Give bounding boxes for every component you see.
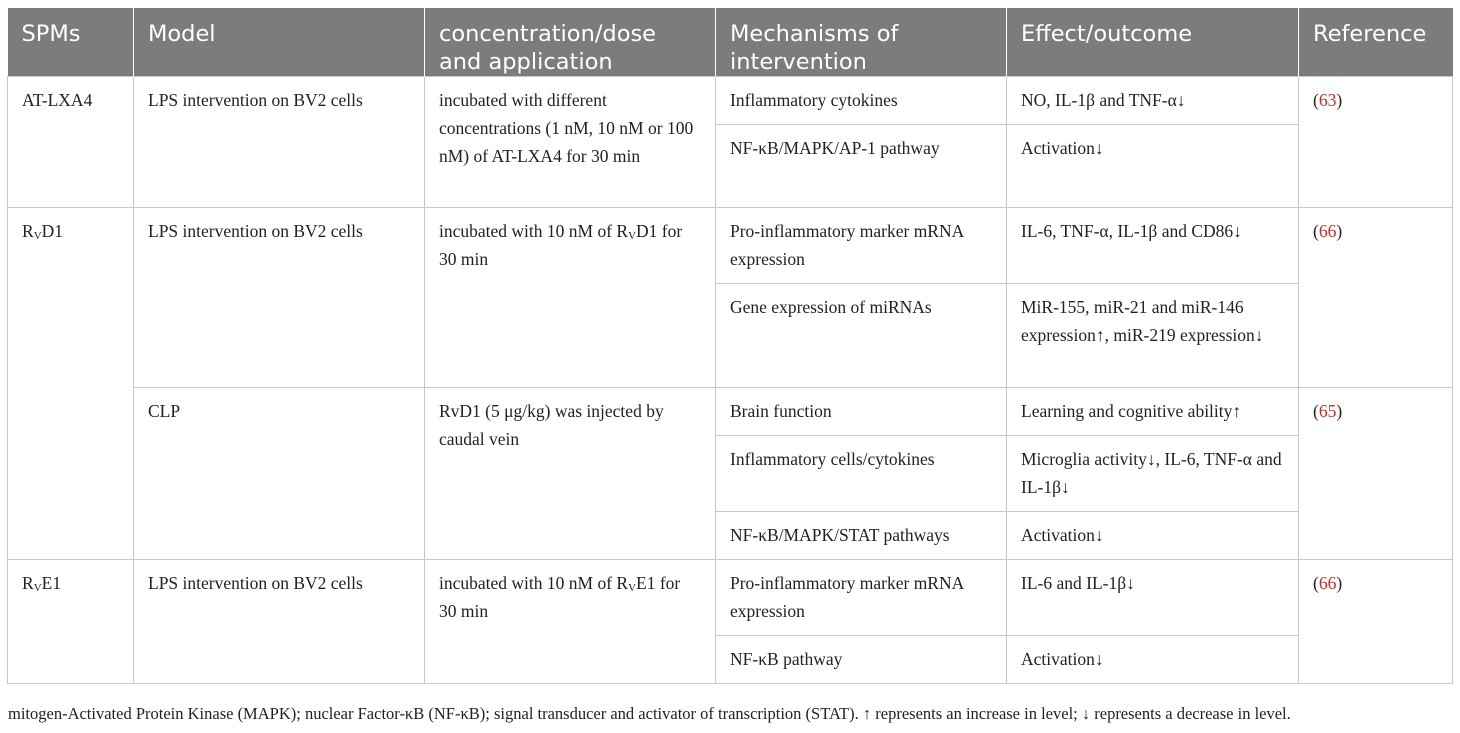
reference-cell: (66) xyxy=(1299,560,1453,684)
table-row xyxy=(8,560,1453,636)
mechanism-cell: Brain function xyxy=(716,388,1007,436)
table-row xyxy=(8,388,1453,436)
reference-link[interactable]: 66 xyxy=(1318,573,1337,593)
table-header xyxy=(8,8,1453,77)
spm-cell: AT-LXA4 xyxy=(8,77,134,208)
reference-cell: (66) xyxy=(1299,208,1453,388)
mechanism-cell: Pro-inflammatory marker mRNA expression xyxy=(716,208,1007,284)
mechanism-cell: Inflammatory cytokines xyxy=(716,77,1007,125)
model-cell: LPS intervention on BV2 cells xyxy=(134,560,425,684)
spm-cell: $R_VD1$ xyxy=(8,208,134,560)
model-cell: CLP xyxy=(134,388,425,560)
dose-cell: incubated with 10 nM of $R_VD1$ for 30 min xyxy=(425,208,716,388)
reference-cell xyxy=(1299,77,1453,208)
model-cell: LPS intervention on BV2 cells xyxy=(134,77,425,208)
header-dose: concentration/dose and application xyxy=(425,8,716,77)
dose-cell: RvD1 (5 μg/kg) was injected by caudal vein xyxy=(425,388,716,560)
mechanism-cell: NF-κB/MAPK/STAT pathways xyxy=(716,512,1007,560)
effect-cell: Microglia activity↓, IL-6, TNF-α and IL-1β↓ xyxy=(1007,436,1299,512)
ref-paren: ) xyxy=(1336,90,1343,110)
effect-cell: NO, IL-1β and TNF-α↓ xyxy=(1007,77,1299,125)
dose-cell: incubated with different concentrations (1 nM, 10 nM or 100 nM) of AT-LXA4 for 30 min xyxy=(425,77,716,208)
mechanism-cell: Gene expression of miRNAs xyxy=(716,284,1007,388)
effect-cell: Learning and cognitive ability↑ xyxy=(1007,388,1299,436)
effect-cell: Activation↓ xyxy=(1007,125,1299,208)
header-effect: Effect/outcome xyxy=(1007,8,1299,77)
spm-cell: $R_VE1$ xyxy=(8,560,134,684)
header-reference: Reference xyxy=(1299,8,1453,77)
table-row xyxy=(8,208,1453,284)
reference-link[interactable]: 63 xyxy=(1318,90,1337,110)
header-spms: SPMs xyxy=(8,8,134,77)
table-row xyxy=(8,77,1453,125)
effect-cell: IL-6, TNF-α, IL-1β and CD86↓ xyxy=(1007,208,1299,284)
mechanism-cell: Inflammatory cells/cytokines xyxy=(716,436,1007,512)
reference-link[interactable]: 65 xyxy=(1318,401,1337,421)
effect-cell: IL-6 and IL-1β↓ xyxy=(1007,560,1299,636)
ref-paren: ( xyxy=(1313,90,1319,110)
table-footnote: mitogen-Activated Protein Kinase (MAPK); nuclear Factor-κB (NF-κB); signal transducer and activator of transcription (STAT). ↑ represents an increase in level; ↓ represents a decrease in level. xyxy=(8,704,1291,723)
mechanism-cell: Pro-inflammatory marker mRNA expression xyxy=(716,560,1007,636)
header-model: Model xyxy=(134,8,425,77)
reference-link[interactable]: 66 xyxy=(1318,221,1337,241)
reference-cell: (65) xyxy=(1299,388,1453,560)
effect-cell: MiR-155, miR-21 and miR-146 expression↑, miR-219 expression↓ xyxy=(1007,284,1299,388)
effect-cell: Activation↓ xyxy=(1007,512,1299,560)
dose-cell: incubated with 10 nM of $R_VE1$ for 30 min xyxy=(425,560,716,684)
mechanism-cell: NF-κB pathway xyxy=(716,636,1007,684)
mechanism-cell: NF-κB/MAPK/AP-1 pathway xyxy=(716,125,1007,208)
header-mechanisms: Mechanisms of intervention xyxy=(716,8,1007,77)
model-cell: LPS intervention on BV2 cells xyxy=(134,208,425,388)
spm-table xyxy=(7,8,1453,684)
effect-cell: Activation↓ xyxy=(1007,636,1299,684)
